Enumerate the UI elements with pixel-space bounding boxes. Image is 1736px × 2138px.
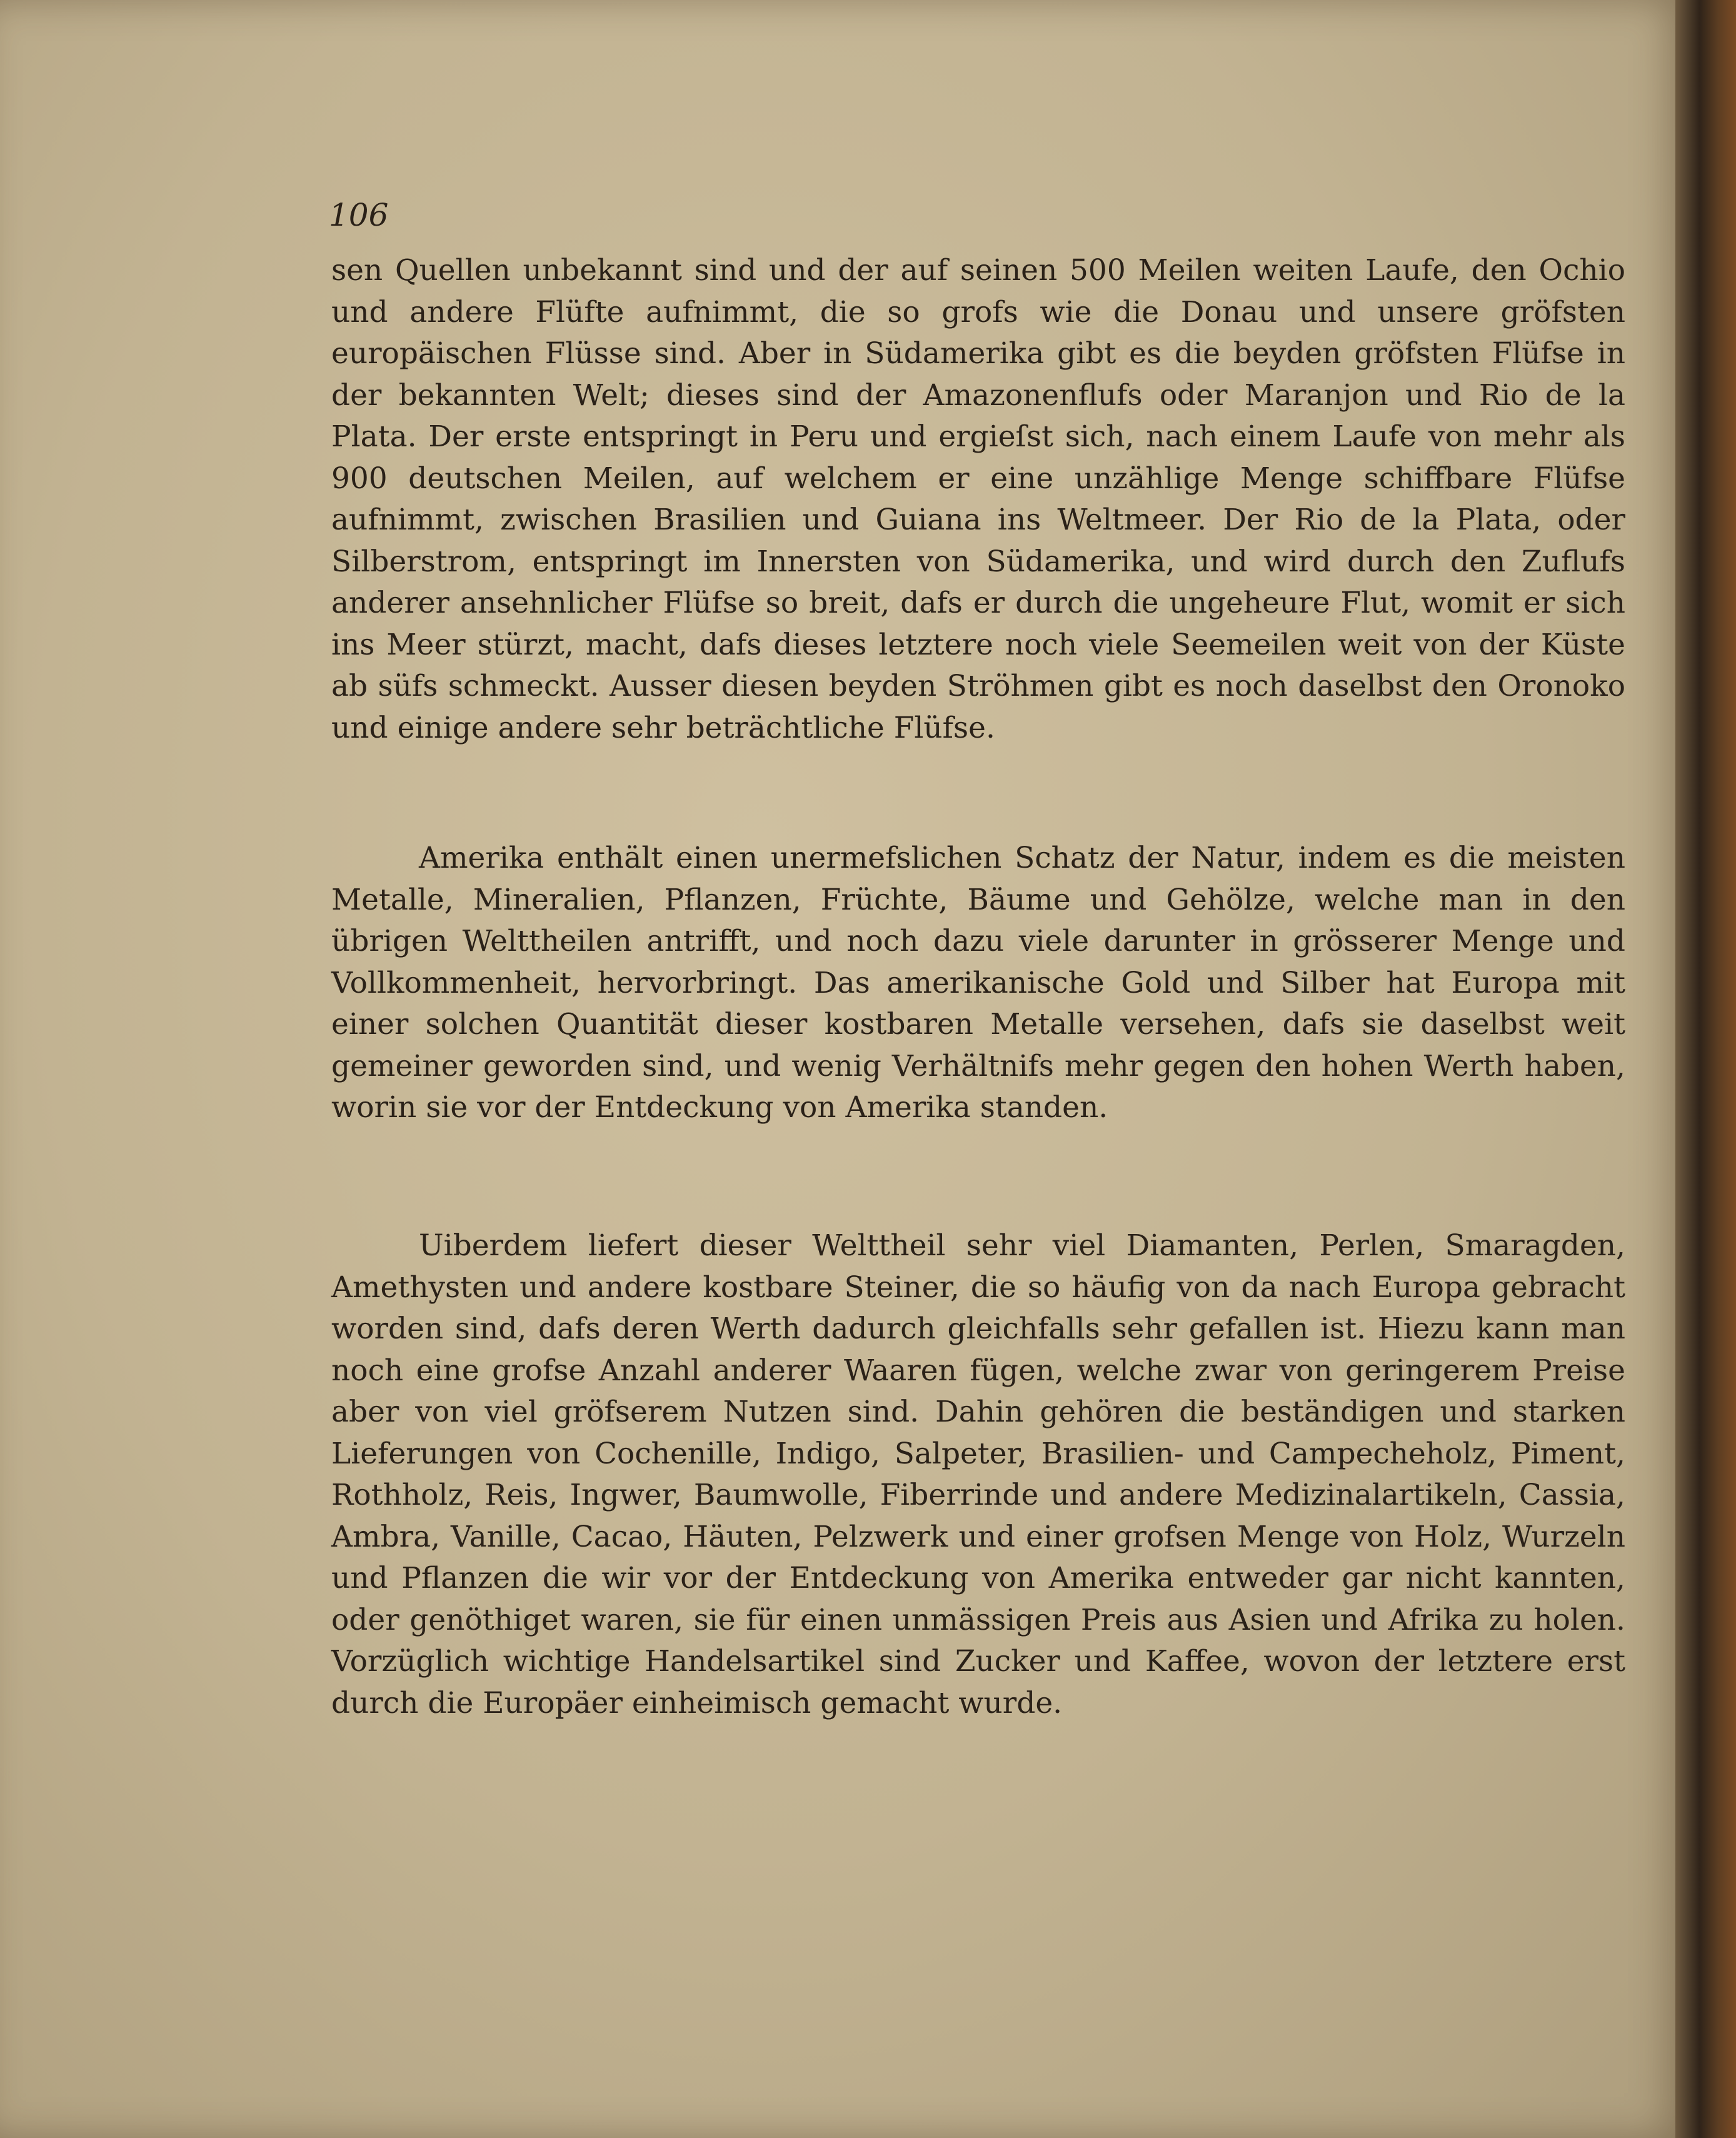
book-gutter bbox=[1675, 0, 1736, 2138]
paragraph-2: Amerika enthält einen unermefslichen Schatz der Natur, indem es die meisten Metalle, Mineralien, Pflanzen, Früchte, Bäume und Gehölze, welche man in den übrigen Welttheilen antrifft, und noch dazu viele darunter in grösserer Menge und Vollkommenheit, hervorbringt. Das amerikanische Gold und Silber hat Europa mit einer solchen Quantität dieser kostbaren Metalle versehen, dafs sie daselbst weit gemeiner geworden sind, und wenig Verhältnifs mehr gegen den hohen Werth haben, worin sie vor der Entdeckung von Amerika standen. bbox=[331, 841, 1625, 1125]
page-number: 106 bbox=[329, 197, 389, 233]
page-text bbox=[331, 188, 1625, 1813]
paragraph-3: Uiberdem liefert dieser Welttheil sehr viel Diamanten, Perlen, Smaragden, Amethysten und andere kostbare Steiner, die so häufig von da nach Europa gebracht worden sind, dafs deren Werth dadurch gleichfalls sehr gefallen ist. Hiezu kann man noch eine grofse Anzahl anderer Waaren fügen, welche zwar von geringerem Preise aber von viel gröfserem Nutzen sind. Dahin gehören die beständigen und starken Lieferungen von Cochenille, Indigo, Salpeter, Brasilien- und Campecheholz, Piment, Rothholz, Reis, Ingwer, Baumwolle, Fiberrinde und andere Medizinalartikeln, Cassia, Ambra, Vanille, Cacao, Häuten, Pelzwerk und einer grofsen Menge von Holz, Wurzeln und Pflanzen die wir vor der Entdeckung von Amerika entweder gar nicht kannten, oder genöthiget waren, sie für einen unmässigen Preis aus Asien und Afrika zu holen. Vorzüglich wichtige Handelsartikel sind Zucker und Kaffee, wovon der letztere erst durch die Europäer einheimisch gemacht wurde. bbox=[331, 1228, 1625, 1720]
paragraph-1: sen Quellen unbekannt sind und der auf seinen 500 Meilen weiten Laufe, den Ochio und andere Flüfte aufnimmt, die so grofs wie die Donau und unsere gröfsten europäischen Flüsse sind. Aber in Südamerika gibt es die beyden gröfsten Flüfse in der bekannten Welt; dieses sind der Amazonenflufs oder Maranjon und Rio de la Plata. Der erste entspringt in Peru und ergieſst sich, nach einem Laufe von mehr als 900 deutschen Meilen, auf welchem er eine unzählige Menge schiffbare Flüfse aufnimmt, zwischen Brasilien und Guiana ins Weltmeer. Der Rio de la Plata, oder Silberstrom, entspringt im Innersten von Südamerika, und wird durch den Zuflufs anderer ansehnlicher Flüfse so breit, dafs er durch die ungeheure Flut, womit er sich ins Meer stürzt, macht, dafs dieses letztere noch viele Seemeilen weit von der Küste ab süfs schmeckt. Ausser diesen beyden Ströhmen gibt es noch daselbst den Oronoko und einige andere sehr beträchtliche Flüfse. bbox=[331, 253, 1625, 745]
